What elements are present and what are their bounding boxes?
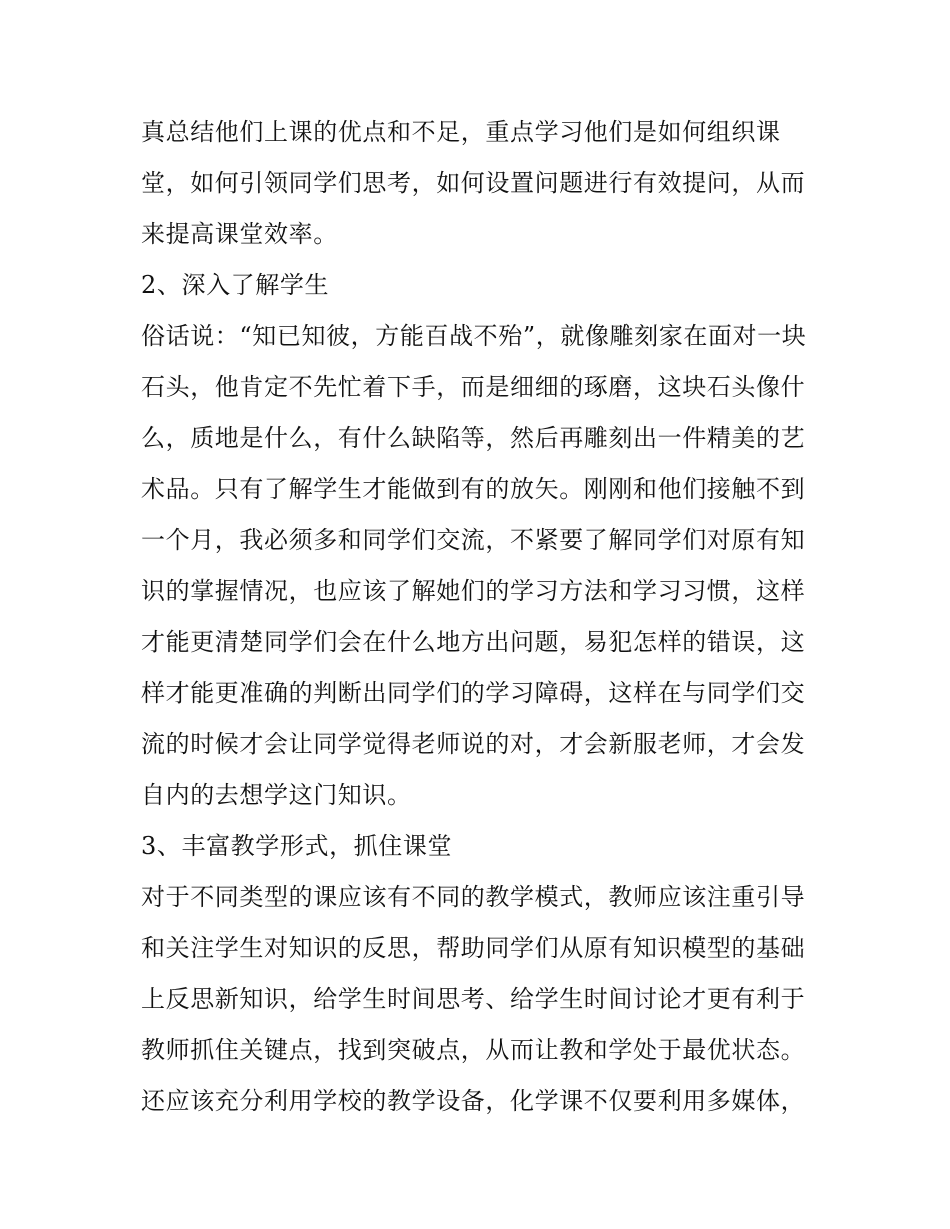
text-line: 上反思新知识，给学生时间思考、给学生时间讨论才更有利于: [141, 985, 806, 1013]
document-body: [141, 107, 821, 1127]
text-line: 对于不同类型的课应该有不同的教学模式，教师应该注重引导: [141, 883, 806, 911]
text-line: 么，质地是什么，有什么缺陷等，然后再雕刻出一件精美的艺: [141, 424, 806, 452]
text-line: 真总结他们上课的优点和不足，重点学习他们是如何组织课: [141, 118, 781, 146]
text-line: 样才能更准确的判断出同学们的学习障碍，这样在与同学们交: [141, 679, 806, 707]
section-heading: 2、深入了解学生: [141, 271, 330, 299]
text-line: 还应该充分利用学校的教学设备，化学课不仅要利用多媒体，: [141, 1087, 806, 1115]
text-line: 术品。只有了解学生才能做到有的放矢。刚刚和他们接触不到: [141, 475, 806, 503]
text-line: 俗话说：“知已知彼，方能百战不殆”，就像雕刻家在面对一块: [141, 322, 807, 350]
text-line: 才能更清楚同学们会在什么地方出问题，易犯怎样的错误，这: [141, 628, 806, 656]
text-line: 堂，如何引领同学们思考，如何设置问题进行有效提问，从而: [141, 169, 806, 197]
text-line: 和关注学生对知识的反思，帮助同学们从原有知识模型的基础: [141, 934, 806, 962]
text-line: 自内的去想学这门知识。: [141, 781, 412, 809]
text-line: 石头，他肯定不先忙着下手，而是细细的琢磨，这块石头像什: [141, 373, 806, 401]
text-line: 来提高课堂效率。: [141, 220, 338, 248]
text-line: 教师抓住关键点，找到突破点，从而让教和学处于最优状态。: [141, 1036, 806, 1064]
text-line: 流的时候才会让同学觉得老师说的对，才会新服老师，才会发: [141, 730, 806, 758]
text-line: 识的掌握情况，也应该了解她们的学习方法和学习习惯，这样: [141, 577, 806, 605]
section-heading: 3、丰富教学形式，抓住课堂: [141, 832, 453, 860]
text-line: 一个月，我必须多和同学们交流，不紧要了解同学们对原有知: [141, 526, 806, 554]
